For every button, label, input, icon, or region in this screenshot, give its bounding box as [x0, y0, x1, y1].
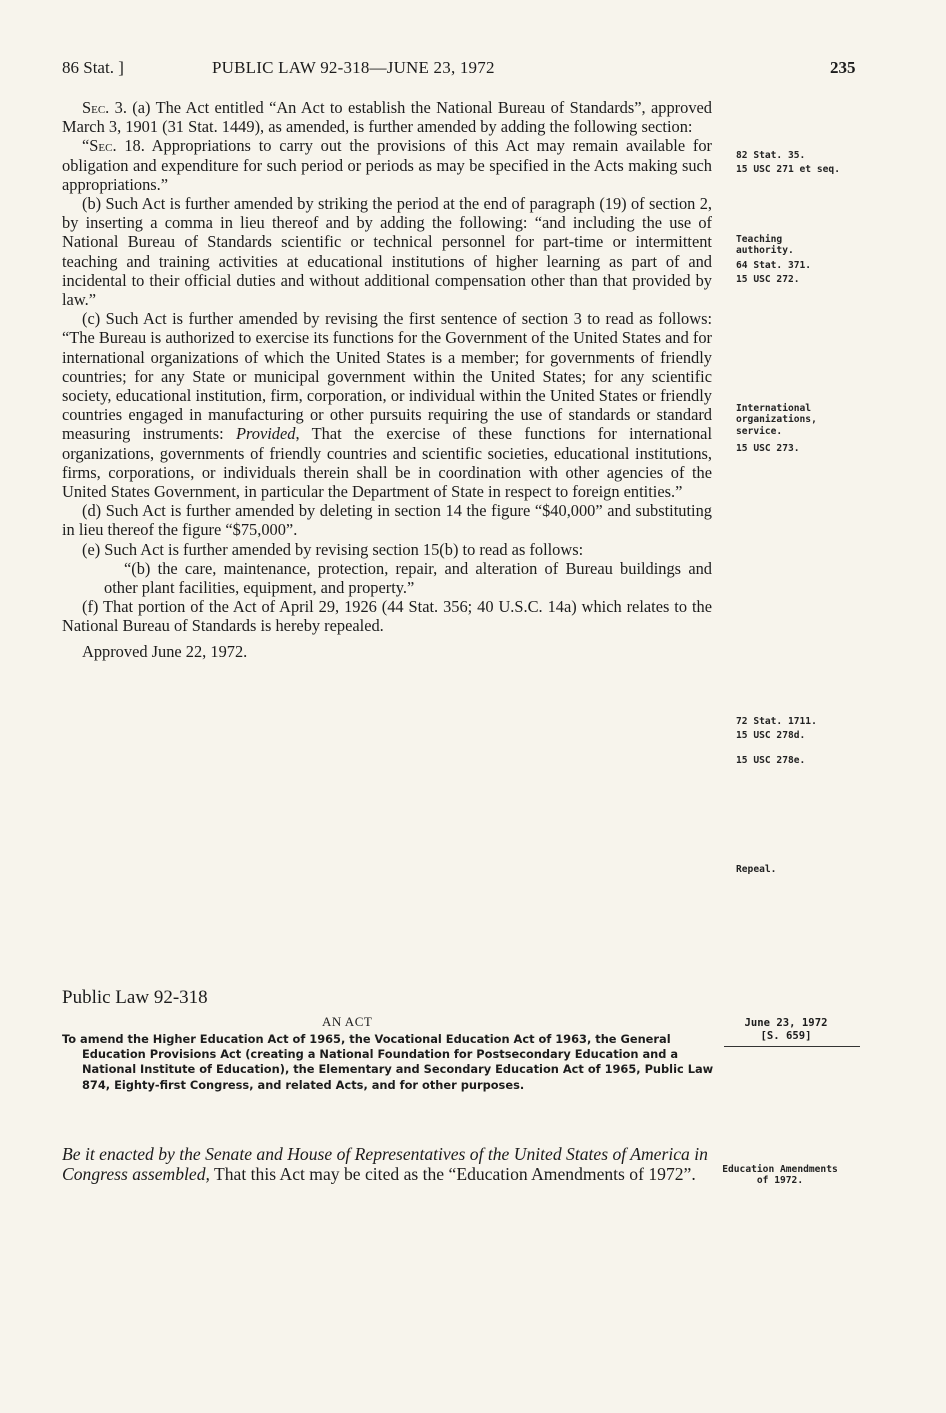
section-3d: (d) Such Act is further amended by deleting in section 14 the figure “$40,000” and substituting in lieu thereof the figure “$75,000”.: [62, 501, 712, 540]
section-label: Sec. 3.: [82, 98, 127, 117]
margin-note-15usc271: 15 USC 271 et seq.: [736, 164, 840, 175]
provided-italic: Provided: [236, 424, 296, 444]
section-15b-quote: “(b) the care, maintenance, protection, repair, and alteration of Bureau buildings and other plant facilities, equipment, and property.”: [104, 558, 712, 598]
section-3a: [62, 98, 712, 136]
section-3c-text-a: (c) Such Act is further amended by revising the first sentence of section 3 to read as follows: “The Bureau is authorized to exercise its functions for the Government of the United States and for international organizations of which the United States is a member; for governments of friendly countries; for any State or municipal government within the United States; for any scientific society, educational institution, firm, corporation, or individual within the United States or friendly countries engaged in manufacturing or other pursuits requiring the use of standards or standard measuring instruments:: [62, 309, 712, 444]
enacting-clause-text: That this Act may be cited as the “Education Amendments of 1972”.: [209, 1163, 696, 1184]
bill-number: [S. 659]: [760, 1029, 812, 1042]
margin-note-repeal: Repeal.: [736, 864, 777, 875]
page-header-title: PUBLIC LAW 92-318—JUNE 23, 1972: [212, 58, 495, 77]
section-3f: (f) That portion of the Act of April 29, 1926 (44 Stat. 356; 40 U.S.C. 14a) which relates to the National Bureau of Standards is hereby repealed.: [62, 597, 712, 636]
margin-note-stat-35: 82 Stat. 35.: [736, 150, 806, 161]
margin-note-15usc278e: 15 USC 278e.: [736, 755, 806, 766]
margin-note-15usc278d: 15 USC 278d.: [736, 730, 806, 741]
main-text-column: [62, 98, 712, 661]
section-3b: (b) Such Act is further amended by striking the period at the end of paragraph (19) of section 2, by inserting a comma in lieu thereof and by adding the following: “and including the use of National Bureau of Standards scientific or technical personnel for part-time or intermittent teaching and training activities at educational institutions of higher learning as part of and incidental to their official duties and without additional compensation other than that provided by law.”: [62, 194, 712, 310]
margin-note-education-amendments: Education Amendments of 1972.: [722, 1164, 838, 1187]
enactment-date: June 23, 1972: [744, 1017, 828, 1029]
an-act-heading: AN ACT: [322, 1014, 373, 1029]
public-law-title: Public Law 92-318: [62, 987, 208, 1008]
approved-date: Approved June 22, 1972.: [82, 641, 248, 661]
margin-note-stat-1711: 72 Stat. 1711.: [736, 716, 817, 727]
section-18-text: Appropriations to carry out the provisions of this Act may remain available for obligation and expenditure for such period or periods as may be specified in the Acts making such appropriations.”: [62, 136, 712, 194]
act-purpose: To amend the Higher Education Act of 1965, the Vocational Education Act of 1963, the General Education Provisions Act (creating a National Foundation for Postsecondary Education and a National Institute of Education), the Elementary and Secondary Education Act of 1965, Public Law 874, Eighty-first Congress, and related Acts, and for other purposes.: [62, 1032, 714, 1092]
margin-note-international: International organizations, service.: [736, 403, 817, 437]
stat-reference: 86 Stat. ]: [62, 58, 124, 77]
section-18-label: “Sec. 18.: [82, 136, 145, 156]
section-3a-text: (a) The Act entitled “An Act to establish the National Bureau of Standards”, approved March 3, 1901 (31 Stat. 1449), as amended, is further amended by adding the following section:: [62, 98, 712, 137]
margin-note-stat-371: 64 Stat. 371.: [736, 260, 812, 271]
margin-note-15usc272: 15 USC 272.: [736, 274, 800, 285]
section-18-quote: [62, 136, 712, 194]
enactment-date-block: [724, 1017, 848, 1042]
enacting-clause-italic: Be it enacted by the Senate and House of Representatives of the United States of America in Congress assembled,: [62, 1144, 708, 1184]
margin-note-teaching-authority: Teaching authority.: [736, 234, 794, 257]
section-3c-text-b: , That the exercise of these functions for international organizations, governments of friendly countries and scientific societies, educational institutions, firms, corporations, or individuals therein shall be in coordination with other agencies of the United States Government, in particular the Department of State in respect to foreign entities.”: [62, 424, 713, 502]
enacting-clause: [62, 1145, 712, 1184]
margin-note-15usc273: 15 USC 273.: [736, 443, 800, 454]
section-3c: [62, 309, 712, 501]
page-number: 235: [830, 58, 856, 77]
date-rule-divider: [724, 1046, 860, 1047]
section-3e: (e) Such Act is further amended by revising section 15(b) to read as follows:: [82, 539, 584, 559]
